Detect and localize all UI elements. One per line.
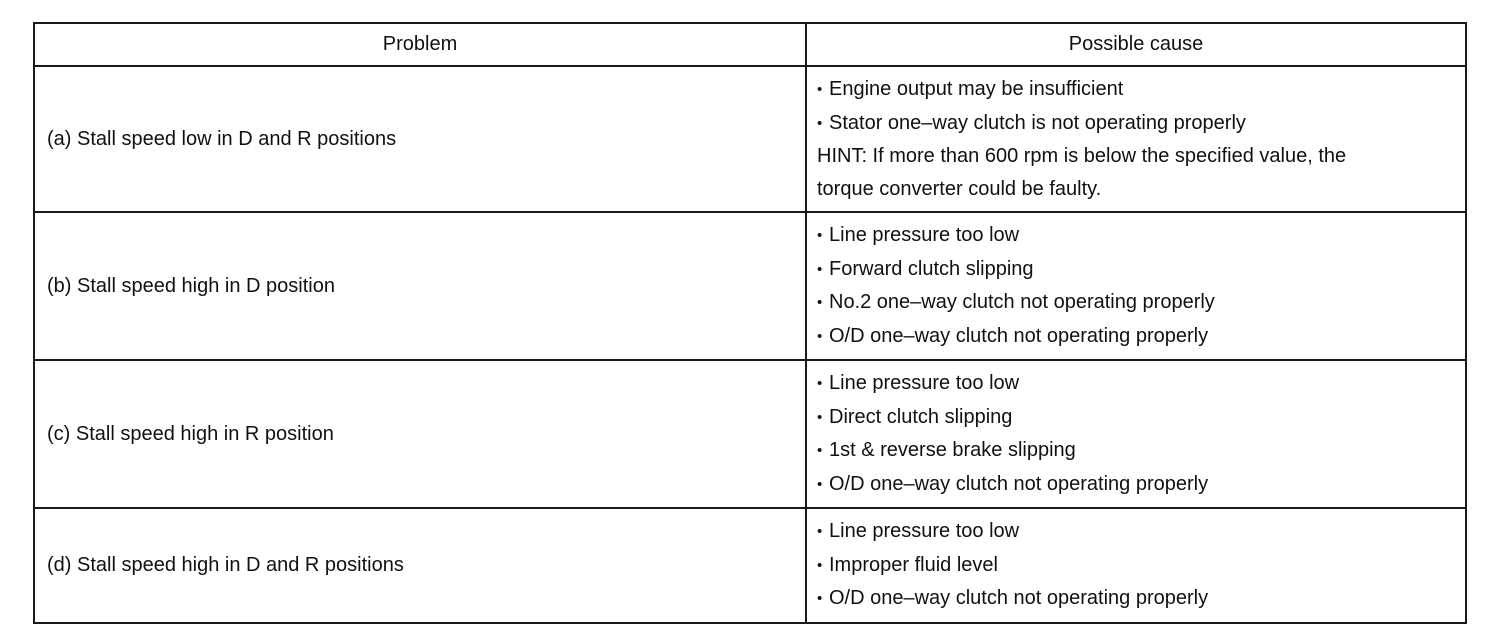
- cause-text: Engine output may be insufficient: [829, 78, 1124, 100]
- bullet-icon: •: [817, 442, 823, 459]
- problem-cell: (a) Stall speed low in D and R positions: [34, 66, 806, 212]
- cause-text: No.2 one–way clutch not operating properly: [829, 291, 1215, 313]
- cause-item: [817, 434, 1457, 468]
- cause-text: O/D one–way clutch not operating properly: [829, 587, 1209, 609]
- table-header-row: [34, 23, 1466, 66]
- header-possible-cause: Possible cause: [806, 23, 1466, 66]
- problem-cell: (c) Stall speed high in R position: [34, 360, 806, 508]
- cause-item: [817, 253, 1457, 287]
- cause-item: [817, 549, 1457, 583]
- bullet-icon: •: [817, 556, 823, 574]
- bullet-icon: •: [817, 590, 823, 607]
- bullet-icon: •: [817, 81, 823, 98]
- cause-text: 1st & reverse brake slipping: [829, 439, 1076, 461]
- bullet-icon: •: [817, 523, 823, 540]
- cause-text: Line pressure too low: [829, 520, 1020, 542]
- cause-item: [817, 401, 1457, 435]
- cause-text: Direct clutch slipping: [829, 405, 1013, 428]
- bullet-icon: •: [817, 260, 823, 278]
- cause-text: O/D one–way clutch not operating properly: [829, 324, 1209, 347]
- table-row: [34, 508, 1466, 623]
- cause-cell: [806, 508, 1466, 623]
- bullet-icon: •: [817, 327, 823, 345]
- bullet-icon: •: [817, 114, 823, 132]
- cause-item: [817, 320, 1457, 354]
- problem-cell: (d) Stall speed high in D and R positions: [34, 508, 806, 623]
- hint-text: HINT: If more than 600 rpm is below the specified value, the: [817, 145, 1347, 167]
- bullet-icon: •: [817, 294, 823, 311]
- cause-text: Improper fluid level: [829, 553, 998, 576]
- troubleshooting-table: [33, 22, 1467, 624]
- cause-item: [817, 286, 1457, 320]
- cause-item: [817, 582, 1457, 616]
- bullet-icon: •: [817, 475, 823, 493]
- problem-cell: (b) Stall speed high in D position: [34, 212, 806, 360]
- cause-text: Forward clutch slipping: [829, 257, 1034, 280]
- cause-cell: [806, 66, 1466, 212]
- cause-item: [817, 468, 1457, 502]
- cause-item: [817, 219, 1457, 253]
- table-row: [34, 66, 1466, 212]
- cause-text: Stator one–way clutch is not operating properly: [829, 111, 1246, 134]
- table-row: [34, 212, 1466, 360]
- table-row: [34, 360, 1466, 508]
- bullet-icon: •: [817, 227, 823, 244]
- cause-cell: [806, 212, 1466, 360]
- hint-text-continued: torque converter could be faulty.: [817, 177, 1102, 200]
- header-problem: Problem: [34, 23, 806, 66]
- cause-item: [817, 73, 1457, 107]
- cause-item: [817, 367, 1457, 401]
- cause-cell: [806, 360, 1466, 508]
- bullet-icon: •: [817, 375, 823, 392]
- cause-text: Line pressure too low: [829, 224, 1020, 246]
- cause-item: [817, 107, 1457, 141]
- cause-text: Line pressure too low: [829, 372, 1020, 394]
- cause-item: [817, 515, 1457, 549]
- bullet-icon: •: [817, 408, 823, 426]
- cause-text: O/D one–way clutch not operating properly: [829, 472, 1209, 495]
